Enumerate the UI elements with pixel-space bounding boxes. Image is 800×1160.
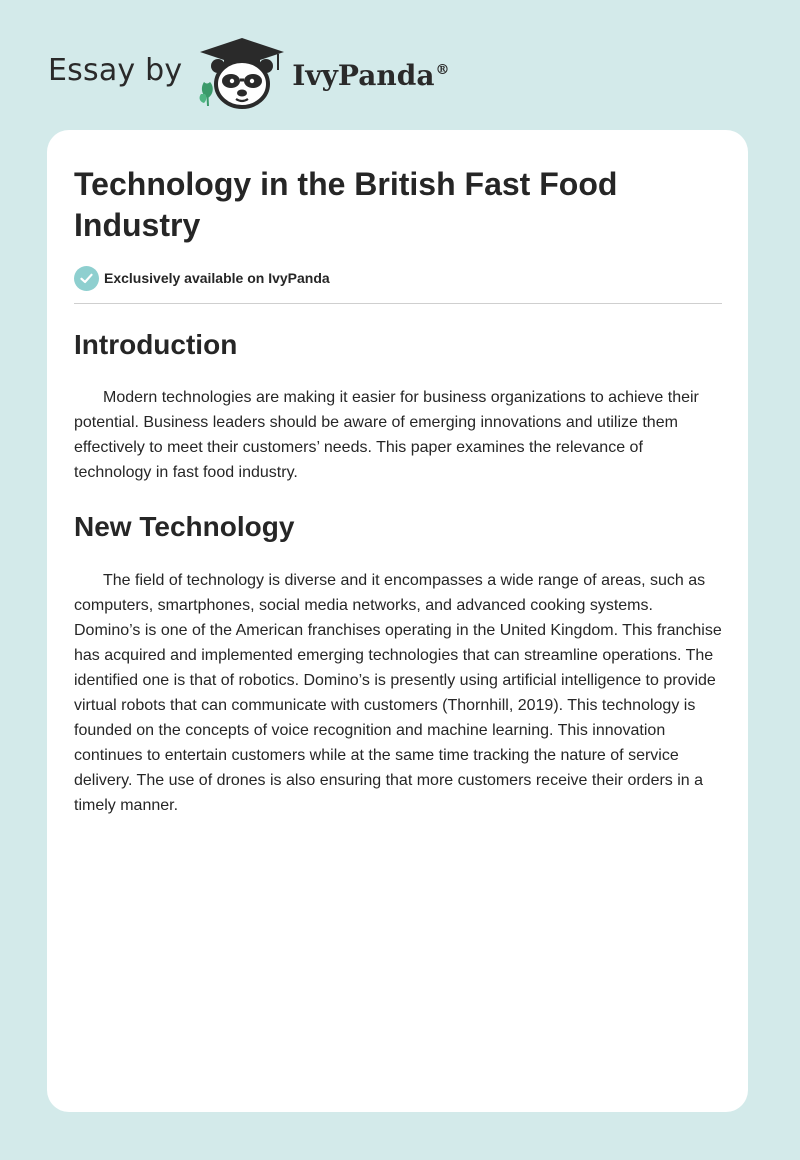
exclusive-badge: [74, 265, 722, 291]
title-divider: [74, 303, 722, 304]
brand-label: IvyPanda: [292, 58, 435, 92]
section-heading-new-technology: New Technology: [74, 511, 295, 542]
registered-mark: ®: [435, 62, 450, 79]
section-paragraph-introduction: Modern technologies are making it easier for business organizations to achieve their potential. Business leaders should be aware of emerging innovations and utilize them effectively to meet their customers’ needs. This paper examines the relevance of technology in fast food industry.: [74, 389, 699, 481]
exclusive-text: Exclusively available on IvyPanda: [104, 270, 330, 286]
check-circle-icon: [74, 266, 99, 291]
panda-graduate-icon: [198, 36, 286, 110]
essay-title: Technology in the British Fast Food Industry: [74, 166, 618, 243]
brand-name[interactable]: [292, 59, 449, 92]
section-paragraph-new-technology: The field of technology is diverse and it encompasses a wide range of areas, such as computers, smartphones, social media networks, and advanced cooking systems. Domino’s is one of the American franchises operating in the United Kingdom. This franchise has acquired and implemented emerging technologies that can streamline operations. The identified one is that of robotics. Domino’s is presently using artificial intelligence to provide virtual robots that can communicate with customers (Thornhill, 2019). This technology is founded on the concepts of voice recognition and machine learning. This innovation continues to entertain customers while at the same time tracking the nature of service delivery. The use of drones is also ensuring that more customers receive their orders in a timely manner.: [74, 572, 722, 814]
site-header: [48, 36, 449, 110]
essay-card: [47, 130, 748, 1112]
essay-by-label: Essay by: [48, 52, 183, 88]
essay-content: [74, 164, 722, 818]
section-heading-introduction: Introduction: [74, 329, 238, 360]
